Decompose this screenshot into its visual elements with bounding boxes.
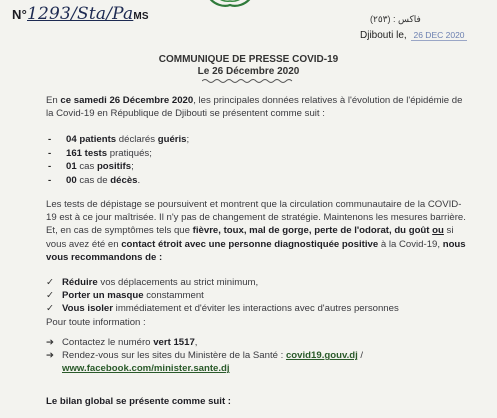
reference-number [12,4,149,24]
list-item: - 01 cas positifs; [48,161,134,173]
ref-handwritten: 1293/Sta/Pa [27,4,134,24]
recommendations-list [46,276,399,316]
date-line [360,30,467,41]
facebook-link[interactable]: www.facebook.com/minister.sante.dj [62,363,230,375]
list-item: ✓ Porter un masque constamment [46,290,204,302]
list-item: - 04 patients déclarés guéris; [48,134,190,145]
contacts-list [46,336,363,376]
document-subtitle: Le 26 Décembre 2020 [197,66,300,77]
fax-line: فاكس : (٢٥٣) [370,14,421,24]
list-item: ✓ Réduire vos déplacements au strict minimum, [46,277,259,288]
emblem-icon [205,0,255,8]
arrow-icon: ➔ [46,337,55,348]
date-label: Djibouti le, [360,30,407,41]
check-icon: ✓ [46,277,55,288]
ref-suffix: MS [133,11,149,22]
document-title: COMMUNIQUE DE PRESSE COVID-19 [158,54,339,65]
list-item: - 00 cas de décès. [48,174,141,186]
check-icon: ✓ [46,303,55,315]
covid-site-link[interactable]: covid19.gouv.dj [285,350,358,362]
arrow-icon: ➔ [46,350,55,362]
list-item: ✓ Vous isoler immédiatement et d'éviter les interactions avec d'autres personnes [46,303,399,315]
list-item: ➔ Rendez-vous sur les sites du Ministère de la Santé : covid19.gouv.dj / [46,350,364,362]
list-item: - 161 tests pratiqués; [48,147,152,159]
list-item [46,362,363,375]
list-item: ➔ Contactez le numéro vert 1517, [46,337,198,348]
date-stamp: 26 DEC 2020 [413,30,465,40]
situation-paragraph: Les tests de dépistage se poursuivent et montrent que la circulation communautaire de la COVID-19 est à ce jour maîtrisée. Il n'y pas de changement de stratégie. Maintenons les mesures barrière. Et, en cas de symptômes tels que fièvre, toux, mal de gorge, perte de l'odorat, du goût ou si vous avez été en contact étroit avec une personne diagnostiquée positive à la Covid-19, nous vous recommandons de : [46,199,466,263]
ref-prefix: N° [12,7,27,22]
intro-paragraph: En ce samedi 26 Décembre 2020, les principales données relatives à l'évolution de l'épidémie de la Covid-19 en République de Djibouti se présentent comme suit : [46,95,463,120]
more-info-label: Pour toute information : [46,317,146,328]
statistics-list [46,133,189,187]
check-icon: ✓ [46,290,55,302]
title-underline-squiggle [202,78,294,84]
global-summary-heading: Le bilan global se présente comme suit : [46,396,231,407]
